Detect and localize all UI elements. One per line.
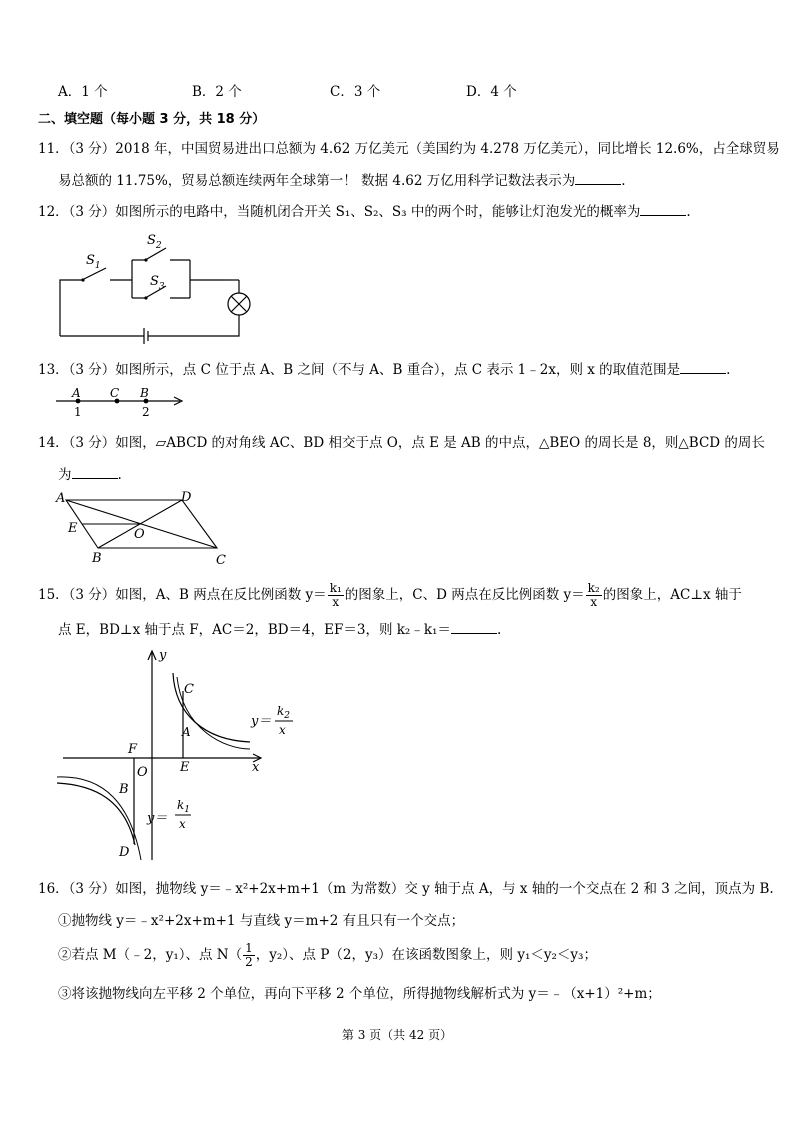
point-b-label: B: [119, 782, 129, 797]
point-a-label: A: [182, 725, 191, 739]
origin-o-label: O: [137, 765, 148, 780]
number-line: [52, 383, 192, 423]
section-title: 二、填空题（每小题 3 分，共 18 分）: [38, 112, 266, 127]
k1-k: k: [177, 798, 185, 812]
vertex-a-label: A: [56, 491, 66, 506]
frac2-den: x: [590, 595, 598, 609]
q13-text: 13．（3 分）如图所示，点 C 位于点 A、B 之间（不与 A、B 重合），点 C 表示 1﹣2x，则 x 的取值范围是: [38, 362, 681, 378]
s3-label: $S_3$: [150, 274, 165, 292]
q16-fraction: [243, 942, 255, 969]
frac1-den: x: [332, 595, 340, 609]
q12-line: 12．（3 分）如图所示的电路中，当随机闭合开关 S₁、S₂、S₃ 中的两个时，能够让灯泡发光的概率为 .: [38, 204, 691, 220]
q16-statement-3: ③将该抛物线向左平移 2 个单位，再向下平移 2 个单位，所得抛物线解析式为 y＝﹣（x+1）²+m；: [58, 986, 661, 1002]
q14-answer-blank: [72, 466, 118, 479]
k2-k: k: [277, 704, 285, 718]
point-c-label: C: [184, 682, 194, 697]
q11-answer-blank: [575, 172, 621, 185]
q16-statement-1: ①抛物线 y＝﹣x²+2x+m+1 与直线 y＝m+2 有且只有一个交点；: [58, 913, 465, 929]
point-d-label: D: [119, 845, 130, 860]
curve-label-k1: [146, 798, 191, 831]
q14-line2: 为 .: [58, 467, 122, 483]
curve-label-k2: [250, 704, 293, 737]
q15-text-c: 的图象上，AC⊥x 轴于: [602, 587, 742, 603]
frac-half-den: 2: [245, 955, 253, 969]
q11-line2: 易总额的 11.75%，贸易总额连续两年全球第一！ 数据 4.62 万亿用科学记数法表示为 .: [58, 173, 626, 189]
k2-den: x: [279, 723, 286, 737]
k1-sub: 1: [184, 805, 191, 815]
option-d: D．4 个: [466, 84, 517, 100]
tick-2-label: 2: [142, 405, 150, 419]
q14-text: 为: [58, 467, 72, 483]
k2-eq: y＝: [251, 714, 272, 729]
k2-sub: 2: [284, 711, 291, 721]
q16-s2-text-b: ，y₂）、点 P（2，y₃）在该函数图象上，则 y₁＜y₂＜y₃；: [255, 947, 597, 963]
s1-label: $S_1$: [86, 253, 101, 271]
q13-line: 13．（3 分）如图所示，点 C 位于点 A、B 之间（不与 A、B 重合），点 C 表示 1﹣2x，则 x 的取值范围是 .: [38, 362, 731, 378]
vertex-b-label: B: [92, 551, 102, 566]
vertex-d-label: D: [181, 490, 192, 505]
option-a: A．1 个: [58, 84, 108, 100]
q15-fraction-1: [328, 582, 344, 609]
parallelogram-diagram: [52, 488, 242, 568]
vertex-c-label: C: [216, 553, 226, 568]
q15-text-a: 15．（3 分）如图，A、B 两点在反比例函数 y＝: [38, 587, 327, 603]
point-e-label: E: [68, 521, 78, 536]
point-a-label: A: [72, 386, 81, 400]
q15-line2: 点 E，BD⊥x 轴于点 F，AC＝2，BD＝4，EF＝3，则 k₂﹣k₁＝ .: [58, 622, 502, 638]
q15-answer-blank: [451, 621, 497, 634]
q11-text: 易总额的 11.75%，贸易总额连续两年全球第一！ 数据 4.62 万亿用科学记数法表示为: [58, 173, 576, 189]
axis-x-label: x: [252, 760, 260, 775]
circuit-diagram: [50, 228, 270, 348]
point-o-label: O: [134, 527, 145, 542]
option-b: B．2 个: [192, 84, 242, 100]
point-c-label: C: [110, 386, 120, 400]
option-c: C．3 个: [330, 84, 381, 100]
q15-fraction-2: [586, 582, 602, 609]
q16-statement-2: [58, 942, 597, 969]
axis-y-label: y: [159, 648, 167, 663]
point-f-label: F: [128, 742, 138, 757]
tick-1-label: 1: [74, 405, 82, 419]
q15-line1: [38, 582, 742, 609]
k1-eq: y＝: [147, 811, 168, 826]
q11-line1: 11．（3 分）2018 年，中国贸易进出口总额为 4.62 万亿美元（美国约为 4.278 万亿美元），同比增长 12.6%，占全球贸易: [38, 141, 780, 157]
q13-answer-blank: [680, 361, 726, 374]
s2-label: $S_2$: [147, 233, 162, 251]
frac-half-num: 1: [245, 941, 253, 955]
hyperbola-diagram: [55, 645, 315, 870]
frac1-num: k₁: [329, 581, 342, 595]
k2-num: [277, 704, 290, 721]
frac2-num: k₂: [587, 581, 600, 595]
k1-num: [177, 798, 190, 815]
point-e-label: E: [180, 760, 190, 775]
q15-text: 点 E，BD⊥x 轴于点 F，AC＝2，BD＝4，EF＝3，则 k₂﹣k₁＝: [58, 622, 451, 638]
q16-s2-text-a: ②若点 M（﹣2，y₁）、点 N（: [58, 947, 243, 963]
point-b-label: B: [140, 386, 149, 400]
k1-den: x: [179, 817, 186, 831]
q12-text: 12．（3 分）如图所示的电路中，当随机闭合开关 S₁、S₂、S₃ 中的两个时，能够让灯泡发光的概率为: [38, 204, 641, 220]
q16-line1: 16．（3 分）如图，抛物线 y＝﹣x²+2x+m+1（m 为常数）交 y 轴于点 A，与 x 轴的一个交点在 2 和 3 之间，顶点为 B.: [38, 881, 774, 897]
q15-text-b: 的图象上，C、D 两点在反比例函数 y＝: [344, 587, 585, 603]
page-footer: 第 3 页（共 42 页）: [341, 1028, 453, 1042]
q14-line1: 14．（3 分）如图，▱ABCD 的对角线 AC、BD 相交于点 O，点 E 是 AB 的中点，△BEO 的周长是 8，则△BCD 的周长: [38, 435, 765, 451]
q12-answer-blank: [640, 203, 686, 216]
